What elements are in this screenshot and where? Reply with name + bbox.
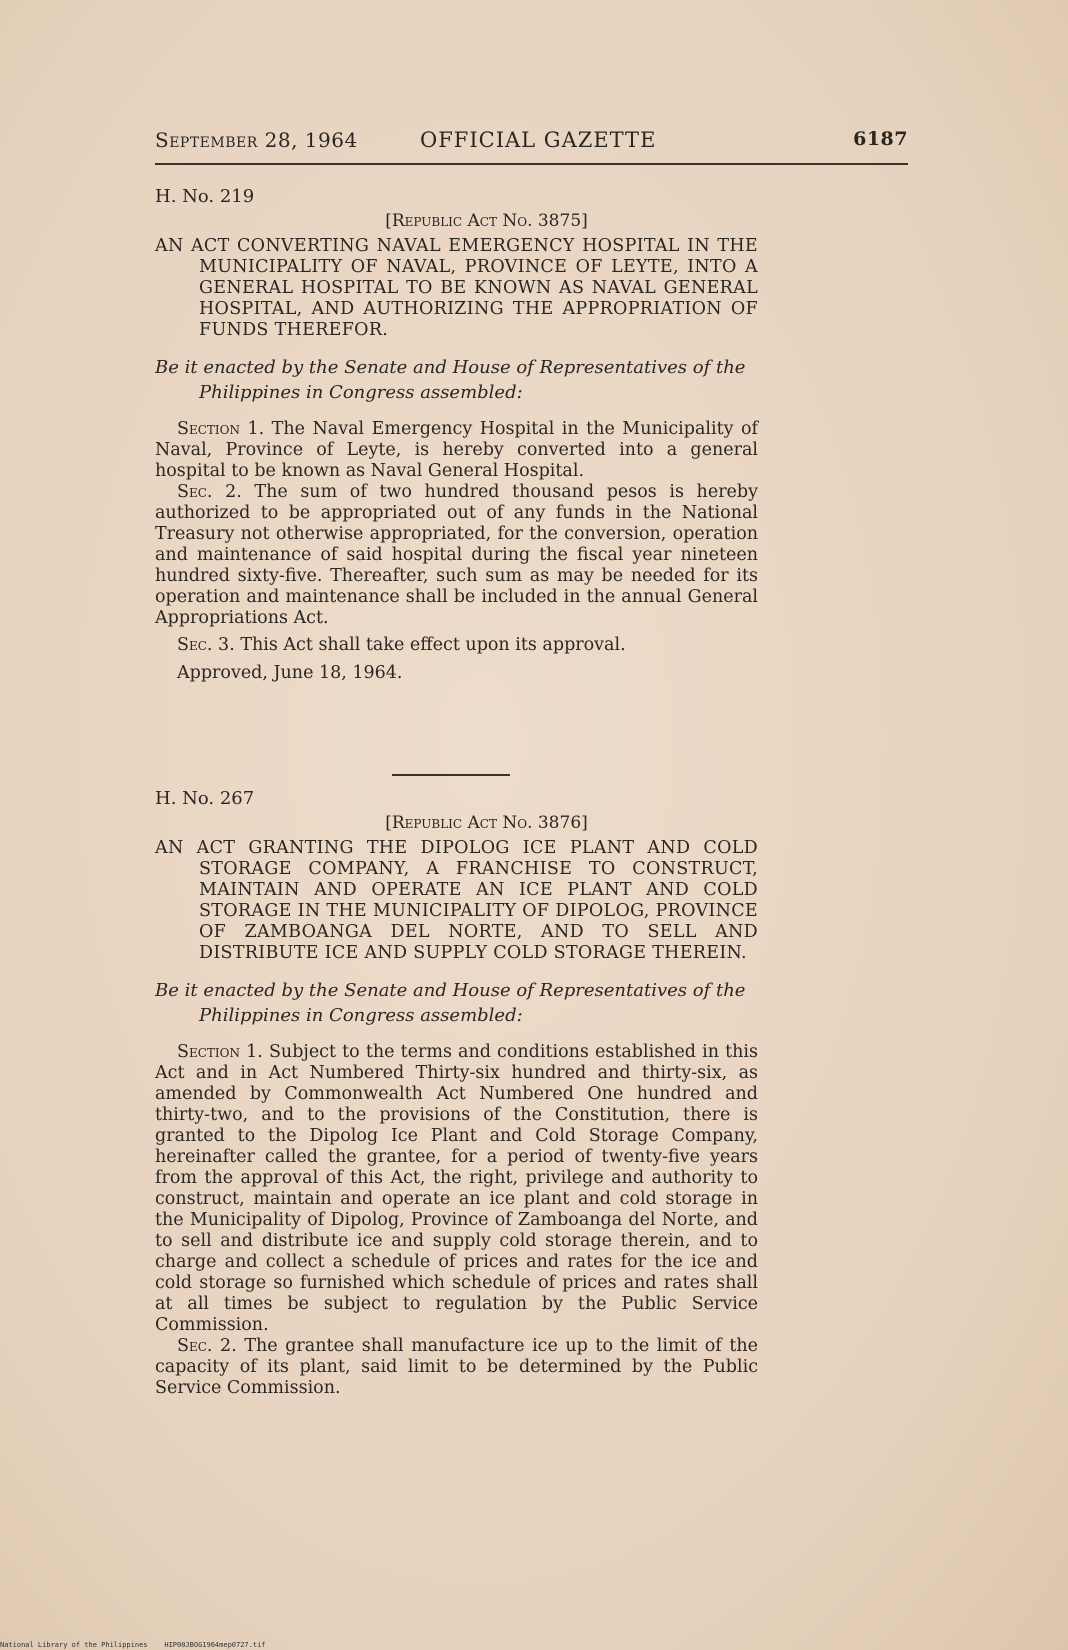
section-text: This Act shall take effect upon its approval. — [234, 635, 626, 655]
section-text: The sum of two hundred thousand pesos is hereby authorized to be appropriated out of any funds in the National Treasury not otherwise appropriated, for the conversion, operation and maintenance of said hospital during the fiscal year nineteen hundred sixty-five. Thereafter, such sum as may be needed for its operation and maintenance shall be included in the annual General Appropriations Act. — [155, 482, 758, 628]
section-label: Section 1. — [177, 1042, 263, 1062]
header-publication: OFFICIAL GAZETTE — [420, 128, 657, 152]
republic-act-number: [Republic Act No. 3876] — [385, 813, 588, 833]
section-text: The Naval Emergency Hospital in the Municipality of Naval, Province of Leyte, is hereby converted into a general hospital to be known as Naval General Hospital. — [155, 419, 758, 481]
section-paragraph — [155, 1336, 758, 1399]
section-label: Section 1. — [177, 419, 265, 439]
header-rule — [155, 163, 908, 165]
section-paragraph — [155, 635, 758, 656]
enacting-clause: Be it enacted by the Senate and House of Representatives of the Philippines in Congress assembled: — [155, 357, 746, 403]
page-header — [155, 128, 908, 156]
house-number: H. No. 267 — [155, 788, 255, 809]
scan-footer: National Library of the Philippines HIP00JBOG1964mep0727.tif — [0, 1641, 266, 1649]
act-title: AN ACT CONVERTING NAVAL EMERGENCY HOSPITAL IN THE MUNICIPALITY OF NAVAL, PROVINCE OF LEYTE, INTO A GENERAL HOSPITAL TO BE KNOWN AS NAVAL GENERAL HOSPITAL, AND AUTHORIZING THE APPROPRIATION OF FUNDS THEREFOR. — [155, 236, 758, 340]
act-3875 — [155, 186, 758, 684]
section-paragraph — [155, 419, 758, 482]
section-label: Sec. 2. — [177, 1336, 237, 1356]
section-text: The grantee shall manufacture ice up to the limit of the capacity of its plant, said limit to be determined by the Public Service Commission. — [155, 1336, 758, 1398]
section-paragraph — [155, 482, 758, 629]
section-paragraph — [155, 1042, 758, 1336]
section-divider — [392, 774, 510, 776]
enacting-clause: Be it enacted by the Senate and House of Representatives of the Philippines in Congress assembled: — [155, 980, 746, 1026]
approval-date: Approved, June 18, 1964. — [177, 663, 403, 683]
header-date: September 28, 1964 — [155, 128, 358, 152]
republic-act-number: [Republic Act No. 3875] — [385, 211, 588, 231]
section-label: Sec. 3. — [177, 635, 235, 655]
house-number: H. No. 219 — [155, 186, 255, 207]
section-label: Sec. 2. — [177, 482, 242, 502]
act-title: AN ACT GRANTING THE DIPOLOG ICE PLANT AND COLD STORAGE COMPANY, A FRANCHISE TO CONSTRUCT, MAINTAIN AND OPERATE AN ICE PLANT AND COLD STORAGE IN THE MUNICIPALITY OF DIPOLOG, PROVINCE OF ZAMBOANGA DEL NORTE, AND TO SELL AND DISTRIBUTE ICE AND SUPPLY COLD STORAGE THEREIN. — [155, 838, 758, 963]
section-text: Subject to the terms and conditions established in this Act and in Act Numbered Thirty-six hundred and thirty-six, as amended by Commonwealth Act Numbered One hundred and thirty-two, and to the provisions of the Constitution, there is granted to the Dipolog Ice Plant and Cold Storage Company, hereinafter called the grantee, for a period of twenty-five years from the approval of this Act, the right, privilege and authority to construct, maintain and operate an ice plant and cold storage in the Municipality of Dipolog, Province of Zamboanga del Norte, and to sell and distribute ice and supply cold storage therein, and to charge and collect a schedule of prices and rates for the ice and cold storage so furnished which schedule of prices and rates shall at all times be subject to regulation by the Public Service Commission. — [155, 1042, 758, 1335]
page-number: 6187 — [853, 128, 908, 150]
act-3876 — [155, 788, 758, 1399]
